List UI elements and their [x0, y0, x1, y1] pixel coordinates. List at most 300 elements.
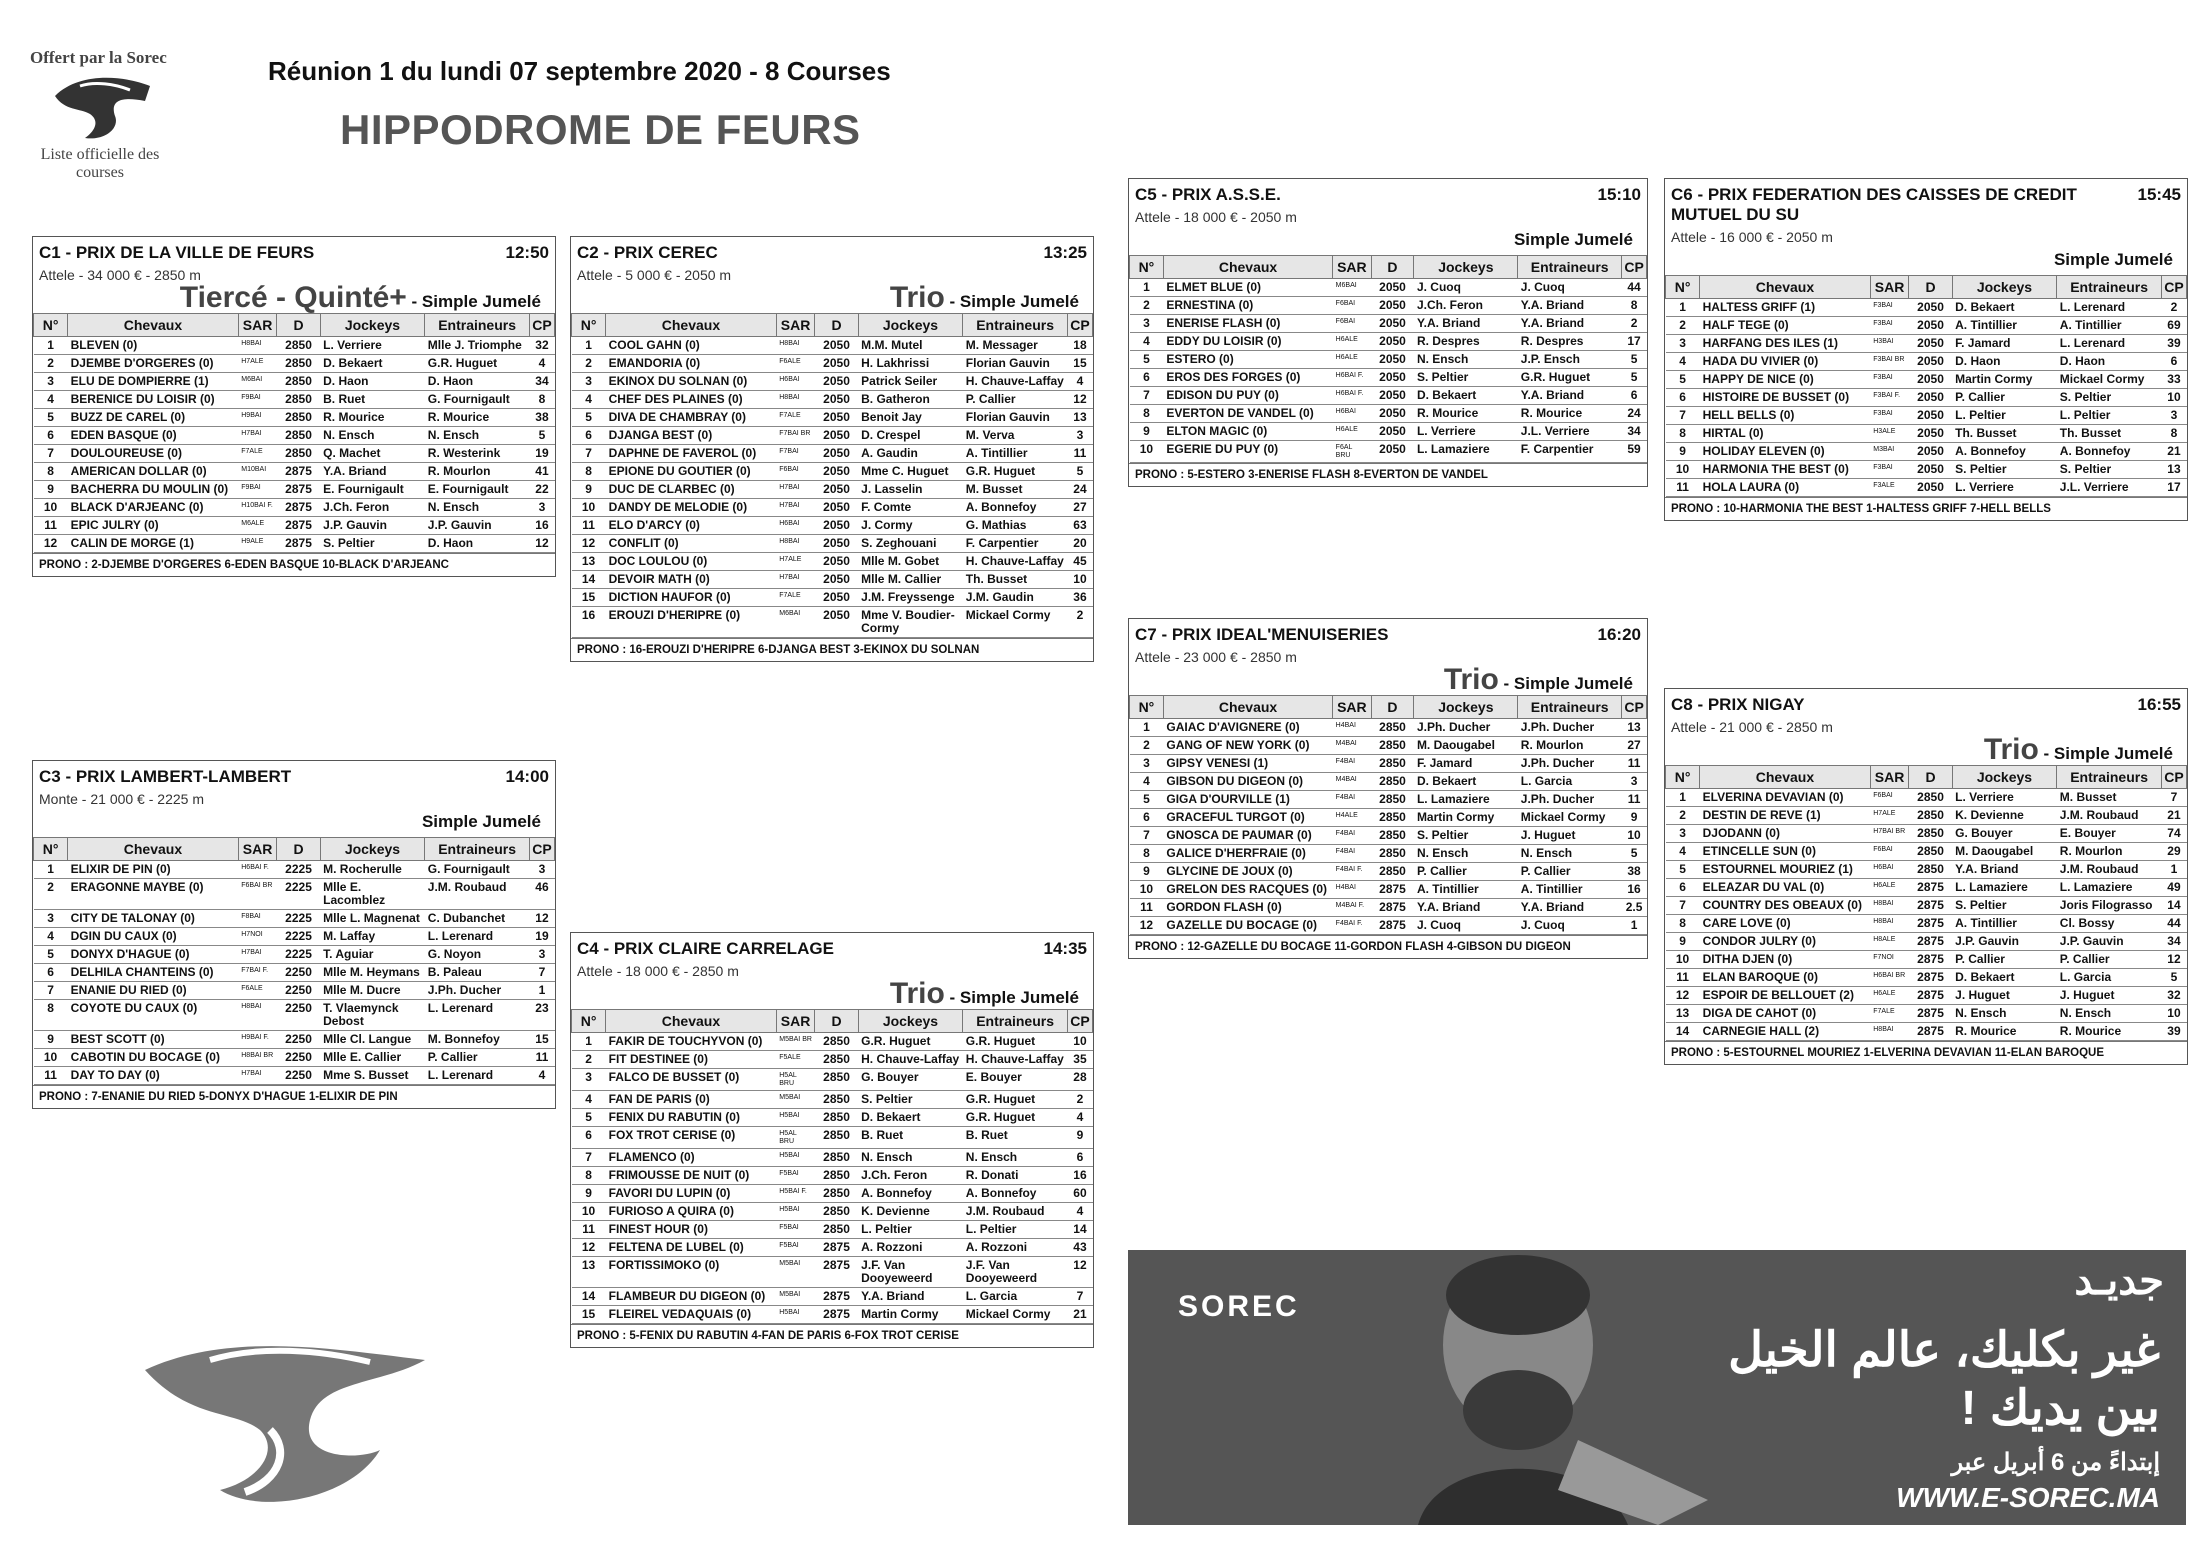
horse-sar: H9BAI F.	[238, 1031, 277, 1049]
runner-number: 12	[1666, 987, 1700, 1005]
odds: 29	[2161, 843, 2186, 861]
runners-table	[33, 313, 555, 553]
distance: 2250	[277, 1067, 320, 1085]
table-row[interactable]	[572, 1239, 1093, 1257]
horse-sar: M10BAI	[238, 463, 277, 481]
bet-types	[571, 283, 1093, 313]
table-row[interactable]	[1130, 387, 1647, 405]
distance: 2225	[277, 861, 320, 879]
table-row[interactable]	[572, 1221, 1093, 1239]
distance: 2875	[815, 1306, 858, 1324]
odds: 1	[1622, 917, 1647, 935]
odds: 3	[529, 946, 554, 964]
jockey-name: Mme S. Busset	[320, 1067, 425, 1085]
column-header-trainer: Entraineurs	[2057, 766, 2162, 789]
runner-number: 9	[572, 481, 606, 499]
odds: 8	[529, 391, 554, 409]
trainer-name: A. Bonnefoy	[2057, 443, 2162, 461]
runner-number: 11	[1666, 479, 1700, 497]
horse-sar: F7BAI	[776, 445, 815, 463]
table-row[interactable]	[1666, 807, 2187, 825]
table-header-row	[1666, 276, 2187, 299]
odds: 11	[1067, 445, 1092, 463]
horse-name: BLEVEN (0)	[68, 337, 239, 355]
distance: 2875	[1909, 1023, 1952, 1041]
table-row[interactable]	[1130, 737, 1647, 755]
race-prono: PRONO : 5-ESTERO 3-ENERISE FLASH 8-EVERTON DE VANDEL	[1129, 463, 1647, 486]
table-row[interactable]	[1666, 879, 2187, 897]
jockey-name: T. Aguiar	[320, 946, 425, 964]
table-row[interactable]	[1666, 1023, 2187, 1041]
race-prono: PRONO : 7-ENANIE DU RIED 5-DONYX D'HAGUE 1-ELIXIR DE PIN	[33, 1085, 555, 1108]
distance: 2850	[815, 1051, 858, 1069]
table-row[interactable]	[1666, 407, 2187, 425]
jockey-name: J.Ch. Feron	[1414, 297, 1518, 315]
table-row[interactable]	[572, 1109, 1093, 1127]
table-row[interactable]	[572, 355, 1093, 373]
table-row[interactable]	[572, 553, 1093, 571]
jockey-name: M. Daougabel	[1414, 737, 1518, 755]
runner-number: 1	[572, 337, 606, 355]
ad-new-label: جديـد	[2074, 1259, 2164, 1303]
bet-secondary: Simple Jumelé	[1513, 230, 1633, 249]
horse-name: GANG OF NEW YORK (0)	[1163, 737, 1332, 755]
runner-number: 3	[1130, 315, 1164, 333]
horse-name: GALICE D'HERFRAIE (0)	[1163, 845, 1332, 863]
horse-name: EVERTON DE VANDEL (0)	[1163, 405, 1332, 423]
table-row[interactable]	[1666, 969, 2187, 987]
table-row[interactable]	[34, 964, 555, 982]
table-row[interactable]	[34, 861, 555, 879]
runner-number: 13	[572, 1257, 606, 1288]
table-row[interactable]	[572, 1091, 1093, 1109]
table-row[interactable]	[572, 409, 1093, 427]
runner-number: 1	[572, 1033, 606, 1051]
horse-name: CONDOR JULRY (0)	[1700, 933, 1871, 951]
table-row[interactable]	[1130, 917, 1647, 935]
horse-name: CALIN DE MORGE (1)	[68, 535, 239, 553]
runner-number: 14	[572, 1288, 606, 1306]
horse-name: DESTIN DE REVE (1)	[1700, 807, 1871, 825]
table-row[interactable]	[1130, 719, 1647, 737]
race-title: C4 - PRIX CLAIRE CARRELAGE	[577, 939, 834, 958]
jockey-name: J.Ch. Feron	[320, 499, 425, 517]
horse-name: DJODANN (0)	[1700, 825, 1871, 843]
horse-sar: H8BAI	[238, 1000, 277, 1031]
horse-sar: H7ALE	[776, 553, 815, 571]
odds: 34	[1622, 423, 1647, 441]
trainer-name: M. Busset	[2057, 789, 2162, 807]
odds: 49	[2161, 879, 2186, 897]
table-row[interactable]	[1666, 317, 2187, 335]
trainer-name: D. Haon	[2057, 353, 2162, 371]
race-header	[571, 237, 1093, 283]
runner-number: 8	[1130, 405, 1164, 423]
table-row[interactable]	[572, 427, 1093, 445]
runner-number: 2	[572, 1051, 606, 1069]
trainer-name: D. Haon	[425, 535, 530, 553]
distance: 2875	[1371, 917, 1414, 935]
odds: 44	[2161, 915, 2186, 933]
runner-number: 4	[1130, 773, 1164, 791]
trainer-name: G.R. Huguet	[963, 463, 1068, 481]
odds: 63	[1067, 517, 1092, 535]
table-row[interactable]	[572, 589, 1093, 607]
table-row[interactable]	[1666, 335, 2187, 353]
odds: 14	[2161, 897, 2186, 915]
table-row[interactable]	[34, 409, 555, 427]
column-header-horse: Chevaux	[68, 314, 239, 337]
table-row[interactable]	[34, 879, 555, 910]
table-row[interactable]	[572, 1185, 1093, 1203]
table-row[interactable]	[572, 499, 1093, 517]
jockey-name: A. Gaudin	[858, 445, 963, 463]
table-row[interactable]	[1666, 299, 2187, 317]
race-title: C2 - PRIX CEREC	[577, 243, 718, 262]
table-row[interactable]	[572, 1288, 1093, 1306]
trainer-name: F. Carpentier	[963, 535, 1068, 553]
trainer-name: J.Ph. Ducher	[425, 982, 530, 1000]
table-row[interactable]	[34, 355, 555, 373]
table-row[interactable]	[34, 910, 555, 928]
table-header-row	[572, 314, 1093, 337]
table-row[interactable]	[34, 463, 555, 481]
table-header-row	[34, 314, 555, 337]
odds: 5	[2161, 969, 2186, 987]
jockey-name: D. Haon	[1952, 353, 2057, 371]
table-row[interactable]	[572, 1127, 1093, 1149]
table-row[interactable]	[572, 1203, 1093, 1221]
runner-number: 14	[572, 571, 606, 589]
trainer-name: J.Ph. Ducher	[1518, 755, 1622, 773]
table-row[interactable]	[1666, 371, 2187, 389]
table-row[interactable]	[1130, 279, 1647, 297]
trainer-name: P. Callier	[2057, 951, 2162, 969]
table-row[interactable]	[34, 373, 555, 391]
runners-table	[571, 313, 1093, 638]
table-row[interactable]	[1130, 791, 1647, 809]
distance: 2050	[815, 355, 858, 373]
jockey-name: A. Tintillier	[1414, 881, 1518, 899]
distance: 2875	[1909, 897, 1952, 915]
jockey-name: G.R. Huguet	[858, 1033, 963, 1051]
table-row[interactable]	[1666, 461, 2187, 479]
bet-types	[33, 807, 555, 837]
distance: 2850	[1371, 791, 1414, 809]
horse-sar: M3BAI	[1870, 443, 1909, 461]
distance: 2850	[1909, 789, 1952, 807]
trainer-name: M. Bonnefoy	[425, 1031, 530, 1049]
column-header-jockey: Jockeys	[320, 314, 425, 337]
table-row[interactable]	[572, 481, 1093, 499]
horse-sar: F5BAI	[776, 1221, 815, 1239]
distance: 2875	[1371, 899, 1414, 917]
table-row[interactable]	[1130, 315, 1647, 333]
table-row[interactable]	[1130, 297, 1647, 315]
horse-name: ESTERO (0)	[1163, 351, 1332, 369]
trainer-name: H. Chauve-Laffay	[963, 373, 1068, 391]
horse-name: GAIAC D'AVIGNERE (0)	[1163, 719, 1332, 737]
horse-name: AMERICAN DOLLAR (0)	[68, 463, 239, 481]
runner-number: 5	[572, 409, 606, 427]
table-row[interactable]	[1130, 845, 1647, 863]
table-row[interactable]	[1666, 1005, 2187, 1023]
horse-sar: H7BAI BR	[1870, 825, 1909, 843]
jockey-name: Y.A. Briand	[1952, 861, 2057, 879]
table-row[interactable]	[572, 607, 1093, 638]
race-prono: PRONO : 5-FENIX DU RABUTIN 4-FAN DE PARIS 6-FOX TROT CERISE	[571, 1324, 1093, 1347]
trainer-name: Y.A. Briand	[1518, 315, 1622, 333]
table-row[interactable]	[1666, 425, 2187, 443]
column-header-jockey: Jockeys	[1414, 696, 1518, 719]
table-row[interactable]	[1130, 863, 1647, 881]
odds: 4	[529, 1067, 554, 1085]
runner-number: 9	[1130, 863, 1164, 881]
table-row[interactable]	[34, 391, 555, 409]
ad-url-link[interactable]: WWW.E-SOREC.MA	[1896, 1482, 2160, 1513]
race-info: Attele - 18 000 € - 2050 m	[1135, 209, 1297, 225]
horse-sar: F7NOI	[1870, 951, 1909, 969]
distance: 2050	[815, 589, 858, 607]
table-row[interactable]	[34, 337, 555, 355]
jockey-name: J.Ph. Ducher	[1414, 719, 1518, 737]
horse-name: HALF TEGE (0)	[1700, 317, 1871, 335]
table-row[interactable]	[1666, 789, 2187, 807]
column-header-cp: CP	[1622, 256, 1647, 279]
distance: 2850	[815, 1109, 858, 1127]
column-header-horse: Chevaux	[1700, 276, 1871, 299]
table-row[interactable]	[572, 517, 1093, 535]
race-header	[1129, 179, 1647, 225]
table-row[interactable]	[1130, 351, 1647, 369]
trainer-name: C. Dubanchet	[425, 910, 530, 928]
distance: 2850	[815, 1091, 858, 1109]
table-row[interactable]	[572, 445, 1093, 463]
table-row[interactable]	[34, 481, 555, 499]
trainer-name: M. Messager	[963, 337, 1068, 355]
runner-number: 1	[34, 337, 68, 355]
distance: 2850	[1371, 845, 1414, 863]
table-row[interactable]	[1666, 861, 2187, 879]
sorec-logo	[30, 48, 180, 188]
distance: 2225	[277, 928, 320, 946]
column-header-horse: Chevaux	[68, 838, 239, 861]
table-row[interactable]	[34, 928, 555, 946]
table-row[interactable]	[34, 1067, 555, 1085]
odds: 60	[1067, 1185, 1092, 1203]
distance: 2875	[277, 535, 320, 553]
column-header-d: D	[277, 838, 320, 861]
trainer-name: R. Mourlon	[2057, 843, 2162, 861]
jockey-name: Martin Cormy	[1414, 809, 1518, 827]
table-row[interactable]	[572, 1167, 1093, 1185]
odds: 12	[1067, 1257, 1092, 1288]
table-row[interactable]	[34, 1031, 555, 1049]
table-row[interactable]	[1666, 825, 2187, 843]
runner-number: 3	[34, 373, 68, 391]
odds: 16	[1622, 881, 1647, 899]
table-row[interactable]	[1666, 897, 2187, 915]
horse-head-logo-icon	[50, 66, 160, 146]
odds: 7	[1067, 1288, 1092, 1306]
table-row[interactable]	[1130, 423, 1647, 441]
table-row[interactable]	[572, 391, 1093, 409]
table-row[interactable]	[34, 517, 555, 535]
column-header-sar: SAR	[1333, 696, 1371, 719]
table-row[interactable]	[34, 982, 555, 1000]
table-row[interactable]	[572, 1051, 1093, 1069]
table-row[interactable]	[1130, 827, 1647, 845]
distance: 2250	[277, 1031, 320, 1049]
runner-number: 4	[572, 1091, 606, 1109]
odds: 2	[1067, 607, 1092, 638]
trainer-name: Joris Filograsso	[2057, 897, 2162, 915]
odds: 10	[2161, 1005, 2186, 1023]
runner-number: 7	[1130, 827, 1164, 845]
table-header-row	[1130, 696, 1647, 719]
distance: 2875	[1909, 969, 1952, 987]
table-row[interactable]	[1666, 951, 2187, 969]
table-row[interactable]	[572, 373, 1093, 391]
column-header-num: N°	[1666, 276, 1700, 299]
horse-sar: H9ALE	[238, 535, 277, 553]
runner-number: 2	[34, 355, 68, 373]
distance: 2850	[1909, 843, 1952, 861]
runner-number: 9	[34, 1031, 68, 1049]
horse-sar: H6BAI F.	[1333, 369, 1371, 387]
table-row[interactable]	[34, 1000, 555, 1031]
runner-number: 10	[34, 499, 68, 517]
table-row[interactable]	[1130, 773, 1647, 791]
odds: 43	[1067, 1239, 1092, 1257]
horse-name: GORDON FLASH (0)	[1163, 899, 1332, 917]
horse-name: CARE LOVE (0)	[1700, 915, 1871, 933]
odds: 13	[2161, 461, 2186, 479]
trainer-name: J. Huguet	[1518, 827, 1622, 845]
horse-sar: H7NOI	[238, 928, 277, 946]
horse-name: FRIMOUSSE DE NUIT (0)	[606, 1167, 777, 1185]
distance: 2050	[815, 535, 858, 553]
trainer-name: P. Callier	[425, 1049, 530, 1067]
table-row[interactable]	[1130, 899, 1647, 917]
table-row[interactable]	[1130, 881, 1647, 899]
table-row[interactable]	[572, 1257, 1093, 1288]
distance: 2850	[815, 1221, 858, 1239]
column-header-trainer: Entraineurs	[2057, 276, 2162, 299]
horse-name: ELIXIR DE PIN (0)	[68, 861, 239, 879]
table-row[interactable]	[1130, 809, 1647, 827]
horse-sar: H8ALE	[1870, 933, 1909, 951]
table-row[interactable]	[34, 946, 555, 964]
trainer-name: G.R. Huguet	[963, 1091, 1068, 1109]
horse-name: DICTION HAUFOR (0)	[606, 589, 777, 607]
table-row[interactable]	[1130, 441, 1647, 463]
table-row[interactable]	[1666, 389, 2187, 407]
runner-number: 7	[34, 982, 68, 1000]
runner-number: 11	[1666, 969, 1700, 987]
table-row[interactable]	[1666, 443, 2187, 461]
distance: 2050	[815, 481, 858, 499]
distance: 2850	[815, 1185, 858, 1203]
jockey-name: B. Gatheron	[858, 391, 963, 409]
race-prono: PRONO : 2-DJEMBE D'ORGERES 6-EDEN BASQUE 10-BLACK D'ARJEANC	[33, 553, 555, 576]
jockey-name: R. Despres	[1414, 333, 1518, 351]
horse-name: CABOTIN DU BOCAGE (0)	[68, 1049, 239, 1067]
race-prono: PRONO : 5-ESTOURNEL MOURIEZ 1-ELVERINA DEVAVIAN 11-ELAN BAROQUE	[1665, 1041, 2187, 1064]
bet-main: Trio	[889, 281, 945, 314]
table-row[interactable]	[572, 1033, 1093, 1051]
horse-sar: H8BAI	[1870, 1023, 1909, 1041]
table-row[interactable]	[1130, 333, 1647, 351]
table-row[interactable]	[572, 1069, 1093, 1091]
table-row[interactable]	[1666, 987, 2187, 1005]
column-header-jockey: Jockeys	[320, 838, 425, 861]
table-row[interactable]	[34, 535, 555, 553]
jockey-name: J.Ch. Feron	[858, 1167, 963, 1185]
table-row[interactable]	[34, 499, 555, 517]
trainer-name: Y.A. Briand	[1518, 899, 1622, 917]
odds: 15	[529, 1031, 554, 1049]
table-row[interactable]	[1666, 353, 2187, 371]
table-row[interactable]	[1666, 843, 2187, 861]
jockey-name: S. Peltier	[858, 1091, 963, 1109]
distance: 2850	[815, 1167, 858, 1185]
table-row[interactable]	[34, 427, 555, 445]
table-row[interactable]	[572, 535, 1093, 553]
runner-number: 10	[1130, 881, 1164, 899]
table-row[interactable]	[572, 337, 1093, 355]
bet-secondary: - Simple Jumelé	[944, 292, 1079, 311]
distance: 2050	[1909, 479, 1952, 497]
distance: 2850	[277, 355, 320, 373]
jockey-name: D. Crespel	[858, 427, 963, 445]
race-info: Attele - 5 000 € - 2050 m	[577, 267, 732, 283]
jockey-name: Mlle M. Callier	[858, 571, 963, 589]
odds: 10	[1622, 827, 1647, 845]
trainer-name: N. Ensch	[425, 499, 530, 517]
odds: 5	[1622, 845, 1647, 863]
distance: 2875	[815, 1239, 858, 1257]
table-row[interactable]	[572, 463, 1093, 481]
jockey-name: S. Zeghouani	[858, 535, 963, 553]
race-info: Attele - 34 000 € - 2850 m	[39, 267, 201, 283]
odds: 46	[529, 879, 554, 910]
table-row[interactable]	[1130, 755, 1647, 773]
odds: 13	[1067, 409, 1092, 427]
table-row[interactable]	[1666, 933, 2187, 951]
horse-sar: H5AL BRU	[776, 1127, 815, 1149]
horse-name: DONYX D'HAGUE (0)	[68, 946, 239, 964]
table-row[interactable]	[572, 1149, 1093, 1167]
table-row[interactable]	[572, 1306, 1093, 1324]
table-row[interactable]	[34, 1049, 555, 1067]
odds: 39	[2161, 335, 2186, 353]
table-row[interactable]	[1130, 369, 1647, 387]
table-row[interactable]	[34, 445, 555, 463]
horse-name: BACHERRA DU MOULIN (0)	[68, 481, 239, 499]
bet-secondary: - Simple Jumelé	[2038, 744, 2173, 763]
table-row[interactable]	[572, 571, 1093, 589]
table-row[interactable]	[1666, 479, 2187, 497]
horse-sar: H5BAI	[776, 1149, 815, 1167]
trainer-name: J.F. Van Dooyeweerd	[963, 1257, 1068, 1288]
horse-sar: H5BAI	[776, 1306, 815, 1324]
table-row[interactable]	[1666, 915, 2187, 933]
odds: 16	[1067, 1167, 1092, 1185]
sorec-advertisement[interactable]	[1128, 1250, 2186, 1525]
race-prono: PRONO : 16-EROUZI D'HERIPRE 6-DJANGA BEST 3-EKINOX DU SOLNAN	[571, 638, 1093, 661]
table-row[interactable]	[1130, 405, 1647, 423]
